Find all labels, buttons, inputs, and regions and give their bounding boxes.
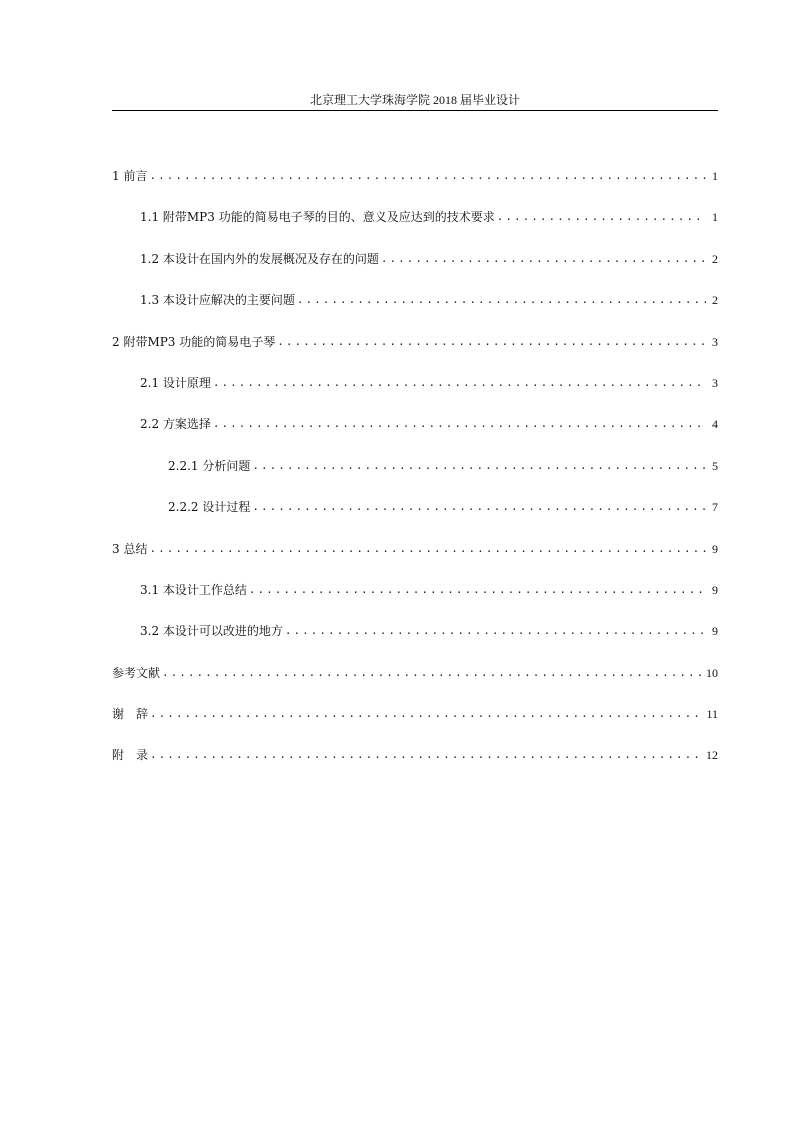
toc-entry-page: 9 [712,624,718,639]
toc-entry-title: 2.2.1 分析问题 [168,458,251,473]
toc-entry-page: 5 [712,458,718,473]
toc-leader-dots [277,332,706,352]
toc-entry[interactable] [112,290,718,331]
toc-entry-title: 参考文献 [112,665,161,680]
toc-leader-dots [149,166,706,186]
toc-leader-dots [297,290,706,310]
toc-leader-dots [150,704,704,724]
toc-entry[interactable] [112,373,718,414]
toc-leader-dots [213,414,706,434]
toc-entry[interactable] [112,663,718,704]
toc-entry[interactable] [112,580,718,621]
toc-entry-title: 1.1 附带MP3 功能的简易电子琴的目的、意义及应达到的技术要求 [140,210,495,225]
toc-entry[interactable] [112,249,718,290]
toc-leader-dots [149,539,706,559]
toc-entry-page: 2 [712,251,718,266]
toc-entry-page: 10 [706,665,718,680]
toc-entry[interactable] [112,497,718,538]
toc-entry-page: 12 [706,748,718,763]
toc-entry-page: 9 [712,582,718,597]
toc-entry-title: 3.1 本设计工作总结 [140,582,247,597]
toc-entry-title: 3.2 本设计可以改进的地方 [140,624,283,639]
toc-leader-dots [150,745,704,765]
toc-entry[interactable] [112,745,718,786]
toc-entry-title: 谢 辞 [112,707,149,722]
toc-entry[interactable] [112,456,718,497]
toc-entry-page: 9 [712,541,718,556]
toc-leader-dots [285,621,706,641]
toc-entry[interactable] [112,166,718,207]
toc-entry-page: 4 [712,417,718,432]
toc-entry[interactable] [112,207,718,248]
toc-entry-page: 1 [712,210,718,225]
toc-leader-dots [213,373,706,393]
toc-entry-page: 3 [712,375,718,390]
toc-entry-title: 2.2 方案选择 [140,417,211,432]
toc-entry-title: 2.1 设计原理 [140,375,211,390]
toc-leader-dots [252,456,706,476]
toc-entry-page: 1 [712,169,718,183]
toc-entry-title: 1.2 本设计在国内外的发展概况及存在的问题 [140,251,379,266]
toc-entry[interactable] [112,704,718,745]
toc-entry-page: 2 [712,293,718,308]
toc-entry[interactable] [112,332,718,373]
toc-entry-page: 3 [712,334,718,349]
toc-leader-dots [252,497,706,517]
toc-leader-dots [249,580,706,600]
toc-leader-dots [497,207,706,227]
toc-entry[interactable] [112,539,718,580]
toc-entry-page: 7 [712,500,718,515]
toc-entry-title: 3 总结 [112,541,148,556]
header-divider [112,110,718,111]
toc-entry-title: 1 前言 [112,169,148,183]
toc-entry-page: 11 [706,707,718,722]
toc-entry[interactable] [112,621,718,662]
table-of-contents [112,166,718,787]
toc-entry[interactable] [112,414,718,455]
running-header: 北京理工大学珠海学院 2018 届毕业设计 [309,93,520,107]
toc-entry-title: 2.2.2 设计过程 [168,500,251,515]
toc-leader-dots [381,249,706,269]
toc-entry-title: 附 录 [112,748,149,763]
toc-leader-dots [162,663,704,683]
toc-entry-title: 1.3 本设计应解决的主要问题 [140,293,295,308]
toc-entry-title: 2 附带MP3 功能的简易电子琴 [112,334,276,349]
